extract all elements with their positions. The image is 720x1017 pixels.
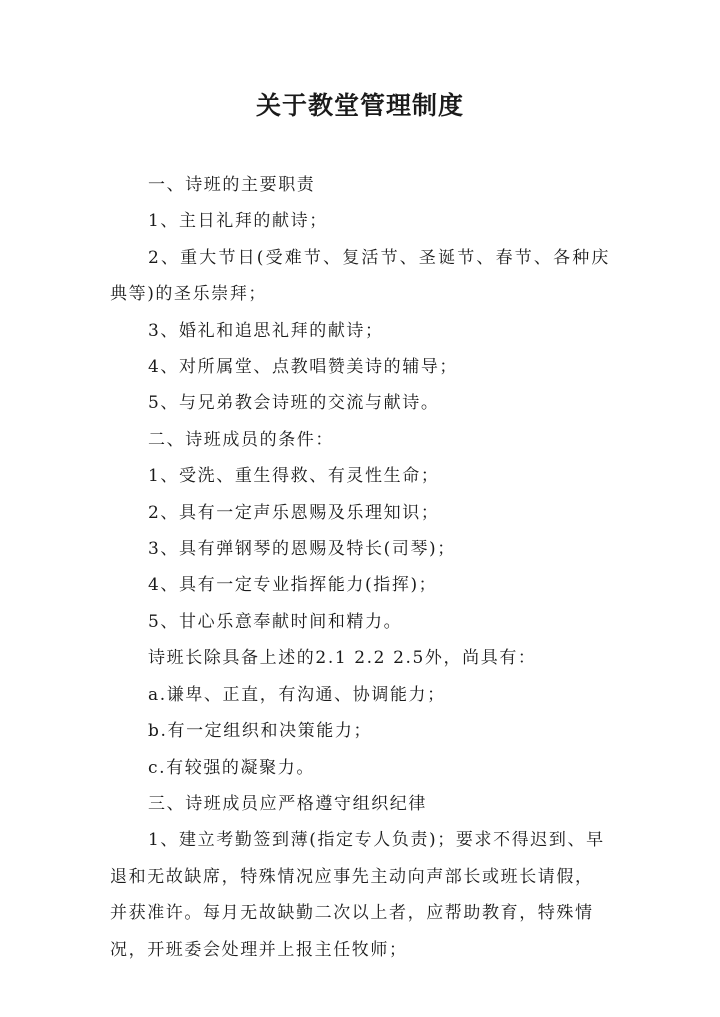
list-item: 1、主日礼拜的献诗； xyxy=(148,211,328,232)
list-item: 1、建立考勤签到薄(指定专人负责)；要求不得迟到、早退和无故缺席，特殊情况应事先主动向声部长或班长请假，并获准许。每月无故缺勤二次以上者，应帮助教育，特殊情况，开班委会处理并上报主任牧师； xyxy=(110,830,605,960)
list-item: b.有一定组织和决策能力； xyxy=(148,721,373,742)
section-heading-duties: 一、诗班的主要职责 xyxy=(148,175,316,195)
list-item: 5、甘心乐意奉献时间和精力。 xyxy=(148,611,403,632)
list-item: 1、受洗、重生得救、有灵性生命； xyxy=(148,466,440,487)
list-item: 3、具有弹钢琴的恩赐及特长(司琴)； xyxy=(148,539,456,560)
document-body xyxy=(110,167,610,968)
list-item: 2、具有一定声乐恩赐及乐理知识； xyxy=(148,502,440,523)
list-item: c.有较强的凝聚力。 xyxy=(148,757,315,778)
leader-requirements-intro: 诗班长除具备上述的2.1 2.2 2.5外，尚具有： xyxy=(148,648,537,669)
list-item: 2、重大节日(受难节、复活节、圣诞节、春节、各种庆典等)的圣乐崇拜； xyxy=(110,247,610,305)
list-item: a.谦卑、正直，有沟通、协调能力； xyxy=(148,684,446,705)
document-title: 关于教堂管理制度 xyxy=(255,91,464,120)
list-item: 5、与兄弟教会诗班的交流与献诗。 xyxy=(148,393,440,414)
list-item: 4、对所属堂、点教唱赞美诗的辅导； xyxy=(148,357,459,378)
list-item: 4、具有一定专业指挥能力(指挥)； xyxy=(148,575,438,596)
section-heading-discipline: 三、诗班成员应严格遵守组织纪律 xyxy=(148,793,427,814)
section-heading-conditions: 二、诗班成员的条件： xyxy=(148,429,334,450)
list-item: 3、婚礼和追思礼拜的献诗； xyxy=(148,320,384,341)
